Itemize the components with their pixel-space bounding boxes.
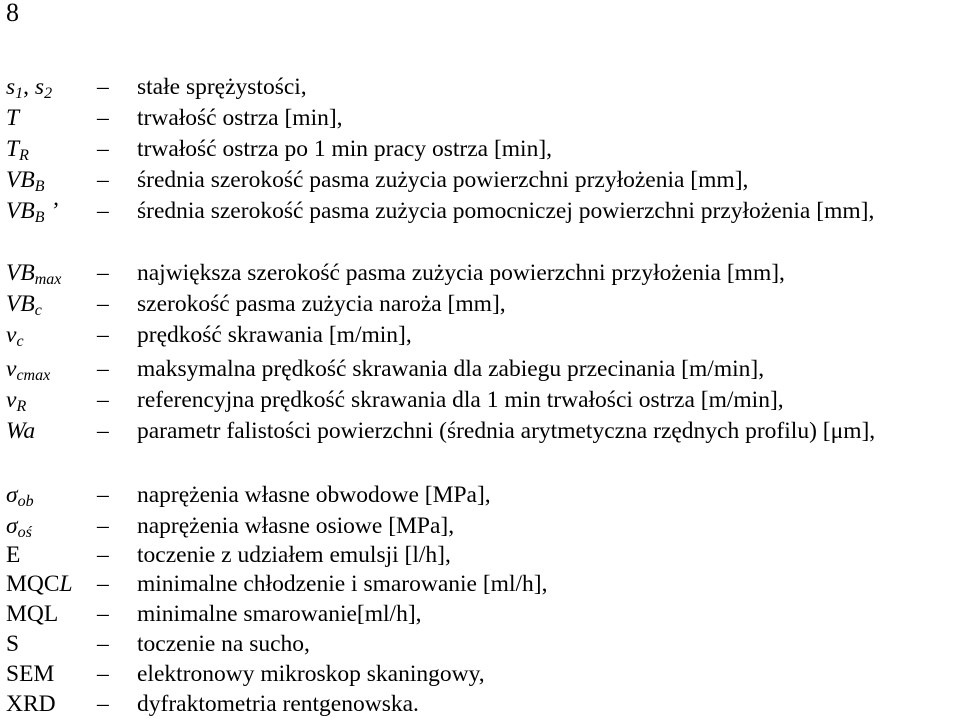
description: minimalne chłodzenie i smarowanie [ml/h], — [137, 571, 548, 597]
dash: – — [97, 631, 109, 657]
description: toczenie na sucho, — [137, 631, 310, 657]
dash: – — [97, 387, 109, 413]
symbol: $VB_B$ — [6, 167, 45, 195]
dash: – — [97, 136, 109, 162]
dash: – — [97, 601, 109, 627]
dash: – — [97, 105, 109, 131]
dash: – — [97, 167, 109, 193]
description: elektronowy mikroskop skaningowy, — [137, 661, 485, 687]
symbol: $\sigma_{oś}$ — [6, 513, 32, 541]
dash: – — [97, 74, 109, 100]
symbol: $T_R$ — [6, 136, 29, 164]
symbol: T — [6, 105, 20, 131]
symbol: MQCL — [6, 571, 73, 597]
description: średnia szerokość pasma zużycia powierzchni przyłożenia [mm], — [137, 167, 749, 193]
symbol: $VB_{max}$ — [6, 260, 62, 288]
description: naprężenia własne osiowe [MPa], — [137, 513, 455, 539]
description: stałe sprężystości, — [137, 74, 307, 100]
description: szerokość pasma zużycia naroża [mm], — [137, 291, 506, 317]
description: maksymalna prędkość skrawania dla zabiegu przecinania [m/min], — [137, 356, 765, 382]
description: naprężenia własne obwodowe [MPa], — [137, 482, 491, 508]
description: toczenie z udziałem emulsji [l/h], — [137, 542, 451, 568]
page-number: 8 — [6, 0, 19, 27]
dash: – — [97, 482, 109, 508]
symbol: $VB_B$ ’ — [6, 198, 59, 226]
symbol: E — [6, 542, 21, 568]
dash: – — [97, 260, 109, 286]
description: parametr falistości powierzchni (średnia arytmetyczna rzędnych profilu) [μm], — [137, 418, 876, 444]
dash: – — [97, 418, 109, 444]
description: największa szerokość pasma zużycia powierzchni przyłożenia [mm], — [137, 260, 785, 286]
symbol: XRD — [6, 691, 56, 717]
symbol: $\sigma_{ob}$ — [6, 482, 34, 510]
description: dyfraktometria rentgenowska. — [137, 691, 419, 717]
symbol: $v_c$ — [6, 322, 24, 350]
dash: – — [97, 198, 109, 224]
dash: – — [97, 542, 109, 568]
description: minimalne smarowanie[ml/h], — [137, 601, 422, 627]
dash: – — [97, 513, 109, 539]
description: średnia szerokość pasma zużycia pomocniczej powierzchni przyłożenia [mm], — [137, 198, 875, 224]
symbol: $s_1$, $s_2$ — [6, 74, 53, 102]
description: trwałość ostrza [min], — [137, 105, 343, 131]
description: referencyjna prędkość skrawania dla 1 min trwałości ostrza [m/min], — [137, 387, 784, 413]
dash: – — [97, 661, 109, 687]
dash: – — [97, 291, 109, 317]
symbol: Wa — [6, 418, 36, 444]
symbol: $v_{cmax}$ — [6, 356, 51, 384]
symbol: S — [6, 631, 20, 657]
dash: – — [97, 356, 109, 382]
symbol: $VB_c$ — [6, 291, 42, 319]
symbol: $v_R$ — [6, 387, 27, 415]
dash: – — [97, 322, 109, 348]
dash: – — [97, 691, 109, 717]
dash: – — [97, 571, 109, 597]
symbol: MQL — [6, 601, 59, 627]
symbol: SEM — [6, 661, 55, 687]
description: prędkość skrawania [m/min], — [137, 322, 412, 348]
description: trwałość ostrza po 1 min pracy ostrza [min], — [137, 136, 553, 162]
